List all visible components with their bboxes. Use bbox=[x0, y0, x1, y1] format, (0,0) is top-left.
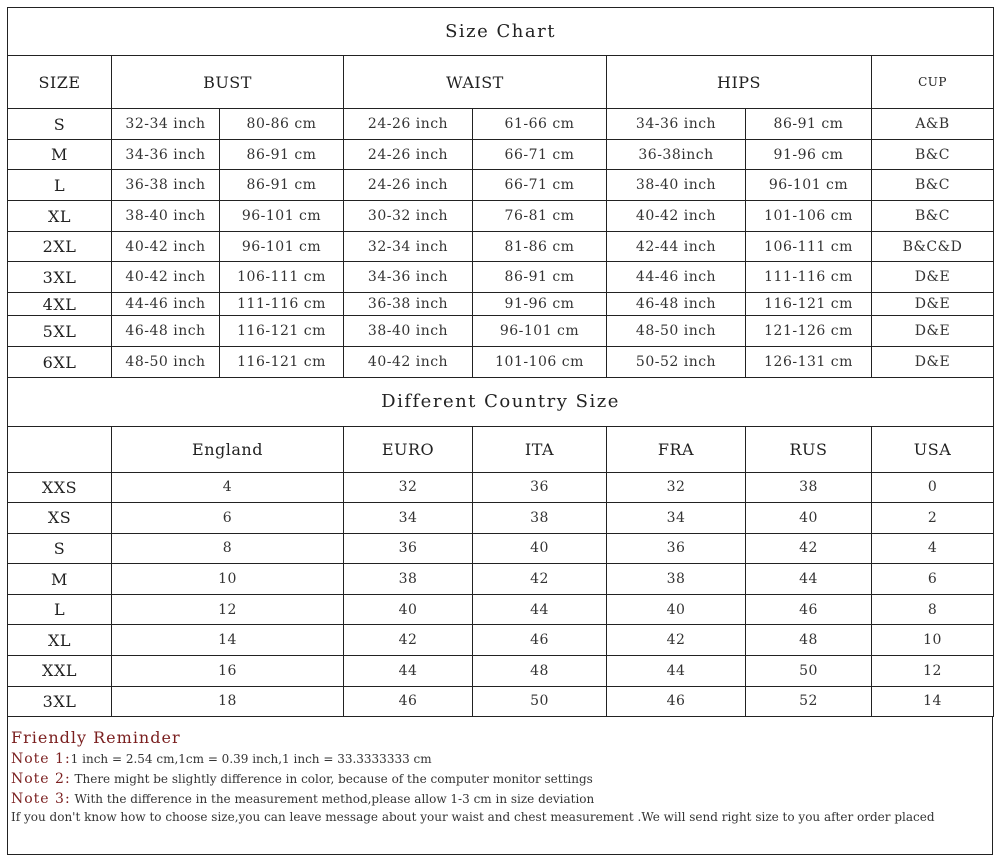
header-fra: FRA bbox=[607, 426, 746, 472]
cell-ita: 40 bbox=[473, 533, 607, 564]
cell-ita: 46 bbox=[473, 625, 607, 656]
cell-fra: 44 bbox=[607, 656, 746, 687]
note-1-text: 1 inch = 2.54 cm,1cm = 0.39 inch,1 inch = 33.3333333 cm bbox=[70, 752, 432, 767]
cell-size: M bbox=[8, 564, 112, 595]
cell-hips-in: 40-42 inch bbox=[607, 201, 746, 232]
note-2 bbox=[11, 769, 992, 789]
cell-euro: 32 bbox=[344, 472, 473, 503]
size-chart-row bbox=[8, 201, 994, 232]
cell-size: XXS bbox=[8, 472, 112, 503]
size-chart-row bbox=[8, 347, 994, 378]
cell-ita: 36 bbox=[473, 472, 607, 503]
cell-hips-in: 50-52 inch bbox=[607, 347, 746, 378]
cell-rus: 44 bbox=[746, 564, 872, 595]
cell-bust-in: 44-46 inch bbox=[112, 293, 220, 316]
note-2-text: There might be slightly difference in color, because of the computer monitor settings bbox=[70, 772, 593, 787]
cell-waist-in: 34-36 inch bbox=[344, 262, 473, 293]
note-3-label: Note 3: bbox=[11, 791, 71, 808]
cell-fra: 32 bbox=[607, 472, 746, 503]
cell-size: L bbox=[8, 594, 112, 625]
cell-bust-in: 32-34 inch bbox=[112, 109, 220, 140]
cell-waist-cm: 66-71 cm bbox=[473, 170, 607, 201]
cell-england: 8 bbox=[112, 533, 344, 564]
cell-hips-cm: 86-91 cm bbox=[746, 109, 872, 140]
cell-fra: 40 bbox=[607, 594, 746, 625]
cell-fra: 36 bbox=[607, 533, 746, 564]
cell-england: 4 bbox=[112, 472, 344, 503]
size-chart-row bbox=[8, 140, 994, 170]
cell-ita: 38 bbox=[473, 503, 607, 534]
cell-hips-in: 48-50 inch bbox=[607, 316, 746, 347]
cell-waist-in: 24-26 inch bbox=[344, 109, 473, 140]
cell-cup: B&C bbox=[872, 140, 994, 170]
cell-england: 14 bbox=[112, 625, 344, 656]
cell-euro: 34 bbox=[344, 503, 473, 534]
cell-bust-cm: 86-91 cm bbox=[220, 170, 344, 201]
cell-rus: 46 bbox=[746, 594, 872, 625]
header-usa: USA bbox=[872, 426, 994, 472]
cell-usa: 14 bbox=[872, 686, 994, 717]
cell-waist-in: 32-34 inch bbox=[344, 232, 473, 262]
cell-size: 3XL bbox=[8, 262, 112, 293]
cell-bust-in: 34-36 inch bbox=[112, 140, 220, 170]
cell-fra: 34 bbox=[607, 503, 746, 534]
cell-usa: 12 bbox=[872, 656, 994, 687]
cell-cup: D&E bbox=[872, 347, 994, 378]
cell-bust-cm: 111-116 cm bbox=[220, 293, 344, 316]
header-bust: BUST bbox=[112, 56, 344, 109]
cell-euro: 40 bbox=[344, 594, 473, 625]
cell-waist-in: 30-32 inch bbox=[344, 201, 473, 232]
cell-euro: 46 bbox=[344, 686, 473, 717]
cell-waist-in: 24-26 inch bbox=[344, 170, 473, 201]
cell-size: XL bbox=[8, 625, 112, 656]
country-size-title: Different Country Size bbox=[8, 378, 994, 426]
cell-ita: 48 bbox=[473, 656, 607, 687]
cell-rus: 40 bbox=[746, 503, 872, 534]
cell-size: 2XL bbox=[8, 232, 112, 262]
cell-bust-in: 40-42 inch bbox=[112, 232, 220, 262]
cell-size: XS bbox=[8, 503, 112, 534]
cell-waist-in: 24-26 inch bbox=[344, 140, 473, 170]
cell-hips-in: 36-38inch bbox=[607, 140, 746, 170]
header-rus: RUS bbox=[746, 426, 872, 472]
header-waist: WAIST bbox=[344, 56, 607, 109]
header-cup: CUP bbox=[872, 56, 994, 109]
cell-bust-cm: 106-111 cm bbox=[220, 262, 344, 293]
size-chart-table bbox=[7, 7, 994, 378]
note-3-text: With the difference in the measurement method,please allow 1-3 cm in size deviation bbox=[70, 792, 595, 807]
cell-fra: 38 bbox=[607, 564, 746, 595]
cell-england: 10 bbox=[112, 564, 344, 595]
size-chart-row bbox=[8, 170, 994, 201]
cell-hips-cm: 116-121 cm bbox=[746, 293, 872, 316]
cell-ita: 42 bbox=[473, 564, 607, 595]
cell-cup: D&E bbox=[872, 316, 994, 347]
cell-ita: 50 bbox=[473, 686, 607, 717]
cell-size: S bbox=[8, 109, 112, 140]
country-size-row bbox=[8, 656, 994, 687]
cell-waist-cm: 101-106 cm bbox=[473, 347, 607, 378]
size-chart-title: Size Chart bbox=[8, 8, 994, 56]
cell-size: XL bbox=[8, 201, 112, 232]
header-hips: HIPS bbox=[607, 56, 872, 109]
cell-cup: B&C&D bbox=[872, 232, 994, 262]
cell-bust-in: 36-38 inch bbox=[112, 170, 220, 201]
cell-hips-in: 38-40 inch bbox=[607, 170, 746, 201]
cell-size: 3XL bbox=[8, 686, 112, 717]
cell-rus: 48 bbox=[746, 625, 872, 656]
cell-waist-cm: 86-91 cm bbox=[473, 262, 607, 293]
cell-hips-cm: 121-126 cm bbox=[746, 316, 872, 347]
cell-hips-in: 42-44 inch bbox=[607, 232, 746, 262]
cell-ita: 44 bbox=[473, 594, 607, 625]
note-1 bbox=[11, 749, 992, 769]
cell-size: XXL bbox=[8, 656, 112, 687]
size-chart-row bbox=[8, 293, 994, 316]
cell-bust-cm: 116-121 cm bbox=[220, 347, 344, 378]
size-chart-row bbox=[8, 316, 994, 347]
country-size-row bbox=[8, 594, 994, 625]
cell-size: 6XL bbox=[8, 347, 112, 378]
cell-size: L bbox=[8, 170, 112, 201]
cell-hips-in: 34-36 inch bbox=[607, 109, 746, 140]
cell-hips-cm: 126-131 cm bbox=[746, 347, 872, 378]
cell-bust-in: 38-40 inch bbox=[112, 201, 220, 232]
size-chart-row bbox=[8, 232, 994, 262]
cell-bust-in: 48-50 inch bbox=[112, 347, 220, 378]
cell-usa: 6 bbox=[872, 564, 994, 595]
size-chart-sheet bbox=[7, 7, 993, 855]
cell-england: 18 bbox=[112, 686, 344, 717]
cell-cup: B&C bbox=[872, 201, 994, 232]
cell-fra: 46 bbox=[607, 686, 746, 717]
cell-rus: 38 bbox=[746, 472, 872, 503]
country-size-row bbox=[8, 564, 994, 595]
cell-usa: 10 bbox=[872, 625, 994, 656]
note-1-label: Note 1: bbox=[11, 751, 71, 768]
header-euro: EURO bbox=[344, 426, 473, 472]
cell-euro: 36 bbox=[344, 533, 473, 564]
cell-hips-cm: 111-116 cm bbox=[746, 262, 872, 293]
header-size: SIZE bbox=[8, 56, 112, 109]
cell-waist-in: 40-42 inch bbox=[344, 347, 473, 378]
size-chart-body bbox=[8, 109, 994, 378]
cell-usa: 0 bbox=[872, 472, 994, 503]
country-size-row bbox=[8, 625, 994, 656]
cell-waist-in: 38-40 inch bbox=[344, 316, 473, 347]
cell-euro: 38 bbox=[344, 564, 473, 595]
footer-note: If you don't know how to choose size,you can leave message about your waist and chest measurement .We will send right size to you after order placed bbox=[11, 810, 935, 825]
cell-england: 12 bbox=[112, 594, 344, 625]
header-ita: ITA bbox=[473, 426, 607, 472]
cell-waist-in: 36-38 inch bbox=[344, 293, 473, 316]
note-3 bbox=[11, 789, 992, 809]
country-size-table bbox=[7, 378, 994, 717]
cell-hips-cm: 101-106 cm bbox=[746, 201, 872, 232]
cell-hips-cm: 106-111 cm bbox=[746, 232, 872, 262]
country-size-row bbox=[8, 503, 994, 534]
cell-hips-in: 44-46 inch bbox=[607, 262, 746, 293]
cell-size: 4XL bbox=[8, 293, 112, 316]
cell-waist-cm: 76-81 cm bbox=[473, 201, 607, 232]
cell-size: S bbox=[8, 533, 112, 564]
country-size-row bbox=[8, 472, 994, 503]
size-chart-row bbox=[8, 109, 994, 140]
note-2-label: Note 2: bbox=[11, 771, 71, 788]
cell-waist-cm: 91-96 cm bbox=[473, 293, 607, 316]
cell-cup: B&C bbox=[872, 170, 994, 201]
size-chart-row bbox=[8, 262, 994, 293]
cell-fra: 42 bbox=[607, 625, 746, 656]
country-size-body bbox=[8, 472, 994, 717]
reminder-heading: Friendly Reminder bbox=[11, 728, 181, 748]
cell-england: 6 bbox=[112, 503, 344, 534]
cell-cup: A&B bbox=[872, 109, 994, 140]
country-size-row bbox=[8, 686, 994, 717]
cell-rus: 50 bbox=[746, 656, 872, 687]
header-blank bbox=[8, 426, 112, 472]
cell-waist-cm: 66-71 cm bbox=[473, 140, 607, 170]
cell-bust-cm: 80-86 cm bbox=[220, 109, 344, 140]
cell-bust-cm: 96-101 cm bbox=[220, 201, 344, 232]
cell-waist-cm: 61-66 cm bbox=[473, 109, 607, 140]
cell-size: 5XL bbox=[8, 316, 112, 347]
header-england: England bbox=[112, 426, 344, 472]
cell-england: 16 bbox=[112, 656, 344, 687]
cell-size: M bbox=[8, 140, 112, 170]
cell-usa: 2 bbox=[872, 503, 994, 534]
cell-rus: 52 bbox=[746, 686, 872, 717]
cell-bust-cm: 86-91 cm bbox=[220, 140, 344, 170]
cell-cup: D&E bbox=[872, 293, 994, 316]
cell-euro: 44 bbox=[344, 656, 473, 687]
cell-bust-in: 40-42 inch bbox=[112, 262, 220, 293]
cell-bust-cm: 96-101 cm bbox=[220, 232, 344, 262]
cell-waist-cm: 81-86 cm bbox=[473, 232, 607, 262]
cell-bust-in: 46-48 inch bbox=[112, 316, 220, 347]
cell-hips-in: 46-48 inch bbox=[607, 293, 746, 316]
cell-bust-cm: 116-121 cm bbox=[220, 316, 344, 347]
cell-rus: 42 bbox=[746, 533, 872, 564]
country-size-row bbox=[8, 533, 994, 564]
cell-euro: 42 bbox=[344, 625, 473, 656]
friendly-reminder-box bbox=[7, 717, 993, 855]
cell-usa: 8 bbox=[872, 594, 994, 625]
cell-hips-cm: 96-101 cm bbox=[746, 170, 872, 201]
cell-usa: 4 bbox=[872, 533, 994, 564]
cell-hips-cm: 91-96 cm bbox=[746, 140, 872, 170]
cell-waist-cm: 96-101 cm bbox=[473, 316, 607, 347]
cell-cup: D&E bbox=[872, 262, 994, 293]
